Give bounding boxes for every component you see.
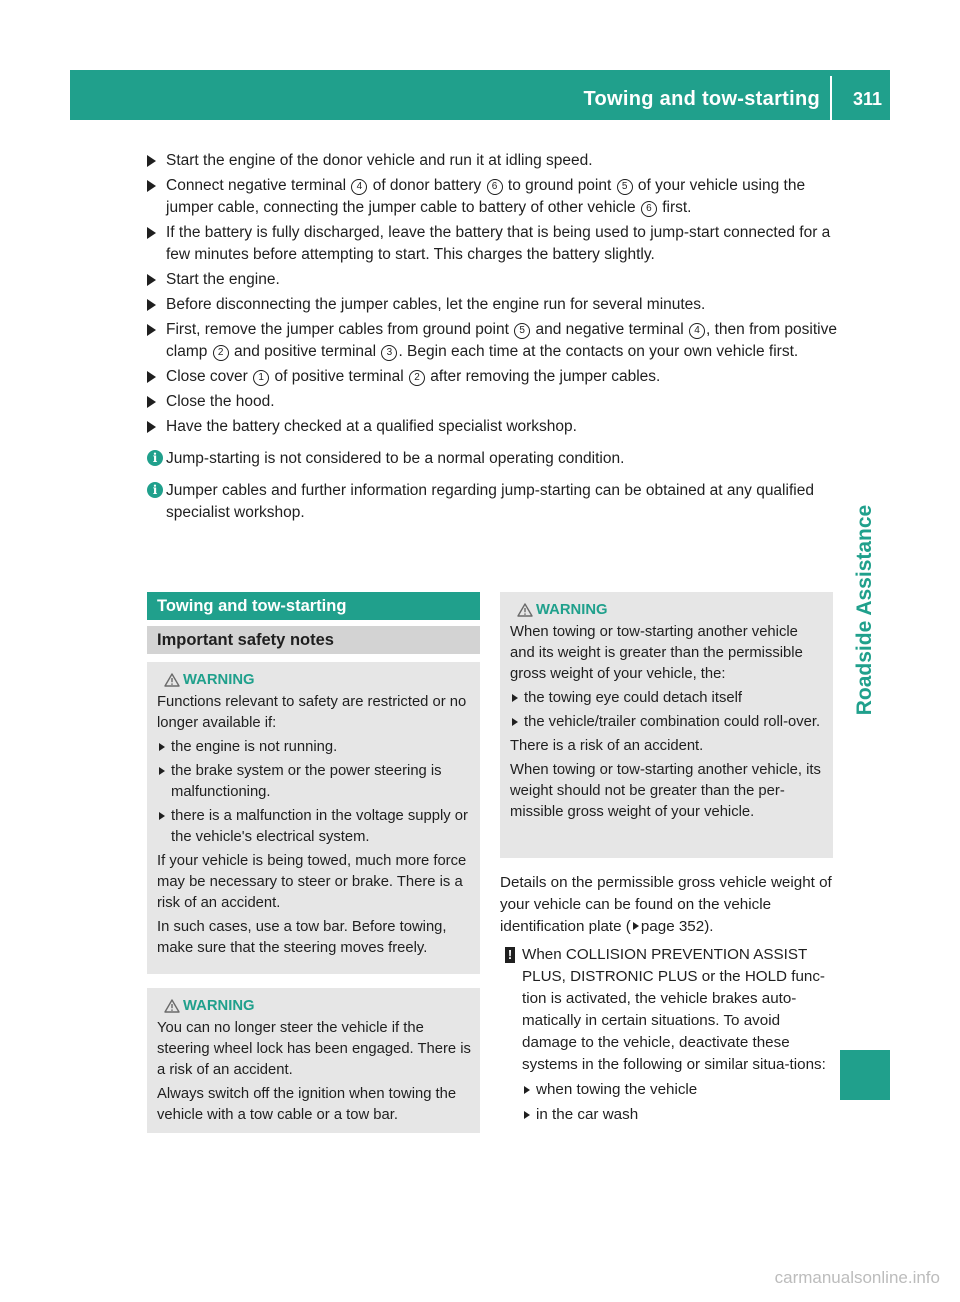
exclamation-icon: ! [505, 947, 515, 963]
callout-number: 1 [253, 370, 269, 386]
callout-number: 2 [409, 370, 425, 386]
header-divider [830, 76, 832, 120]
step-arrow-icon [147, 371, 156, 383]
step-arrow-icon [147, 324, 156, 336]
instruction-step: Before disconnecting the jumper cables, let the engine run for several minutes. [147, 294, 837, 316]
page-header [70, 70, 890, 120]
page-number: 311 [852, 89, 882, 109]
callout-number: 2 [213, 345, 229, 361]
caution-bullet: when towing the vehicle [522, 1079, 837, 1101]
caution-bullet: in the car wash [522, 1104, 837, 1126]
warning-box-safety [147, 662, 480, 974]
instruction-step: Close the hood. [147, 391, 837, 413]
warning-heading: WARNING [157, 668, 472, 690]
warning-bullet: the vehicle/trailer combination could roll-over. [510, 712, 825, 733]
info-text: Jump-starting is not considered to be a normal operating condition. [166, 450, 625, 467]
warning-text: Functions relevant to safety are restricted or no longer available if: [157, 694, 467, 731]
warning-bullet: the brake system or the power steering is malfunctioning. [157, 761, 472, 803]
warning-triangle-icon [517, 603, 533, 617]
warning-heading: WARNING [510, 598, 825, 620]
warning-bullet: the towing eye could detach itself [510, 688, 825, 709]
callout-number: 6 [487, 179, 503, 195]
side-tab-marker [840, 1050, 890, 1100]
step-arrow-icon [147, 180, 156, 192]
warning-text: In such cases, use a tow bar. Before towing, make sure that the steering moves freely. [157, 919, 447, 956]
step-arrow-icon [147, 299, 156, 311]
instruction-step: Start the engine of the donor vehicle and run it at idling speed. [147, 150, 837, 172]
callout-number: 5 [617, 179, 633, 195]
warning-text: You can no longer steer the vehicle if the steering wheel lock has been engaged. There is a risk of an accident. [157, 1020, 471, 1078]
step-list [147, 150, 837, 438]
caution-note [500, 944, 837, 1126]
page-ref-arrow-icon [633, 922, 639, 930]
header-title: Towing and tow-starting [583, 88, 820, 110]
section-title: Towing and tow-starting [147, 592, 480, 620]
jump-start-steps [147, 150, 837, 524]
right-column-text [500, 872, 837, 1129]
page-reference-link[interactable]: page 352 [640, 918, 705, 935]
callout-number: 4 [689, 323, 705, 339]
instruction-step: Close cover 1 of positive terminal 2 after removing the jumper cables. [147, 366, 837, 388]
callout-number: 5 [514, 323, 530, 339]
warning-text: When towing or tow-starting another vehicle, its weight should not be greater than the per-missible gross weight of your vehicle. [510, 762, 821, 820]
info-note [147, 448, 837, 470]
instruction-step: Have the battery checked at a qualified specialist workshop. [147, 416, 837, 438]
info-text: Jumper cables and further information regarding jump-starting can be obtained at any qualified specialist workshop. [166, 482, 814, 521]
warning-triangle-icon [164, 673, 180, 687]
side-tab-label: Roadside Assistance [853, 504, 876, 716]
instruction-step: Connect negative terminal 4 of donor battery 6 to ground point 5 of your vehicle using the jumper cable, connecting the jumper cable to battery of other vehicle 6 first. [147, 175, 837, 219]
warning-text: When towing or tow-starting another vehicle and its weight is greater than the permissible gross weight of your vehicle, the: [510, 624, 803, 682]
callout-number: 3 [381, 345, 397, 361]
step-arrow-icon [147, 155, 156, 167]
step-arrow-icon [147, 227, 156, 239]
warning-heading: WARNING [157, 994, 472, 1016]
warning-text: Always switch off the ignition when towing the vehicle with a tow cable or a tow bar. [157, 1086, 457, 1123]
details-paragraph: Details on the permissible gross vehicle weight of your vehicle can be found on the vehicle identification plate ( page 352). [500, 874, 832, 935]
warning-box-towing-weight [500, 592, 833, 858]
instruction-step: First, remove the jumper cables from ground point 5 and negative terminal 4 , then from positive clamp 2 and positive terminal 3 . Begin each time at the contacts on your own vehicle first. [147, 319, 837, 363]
instruction-step: Start the engine. [147, 269, 837, 291]
watermark: carmanualsonline.info [774, 1268, 940, 1287]
info-icon: i [147, 482, 163, 498]
warning-triangle-icon [164, 999, 180, 1013]
info-icon: i [147, 450, 163, 466]
instruction-step: If the battery is fully discharged, leave the battery that is being used to jump-start connected for a few minutes before attempting to start. This charges the battery slightly. [147, 222, 837, 266]
caution-text: When COLLISION PREVENTION ASSIST PLUS, DISTRONIC PLUS or the HOLD func-tion is activated, the vehicle brakes auto-matically in certain situations. To avoid damage to the vehicle, deactivate these systems in the following or similar situa-tions: [522, 946, 826, 1073]
step-arrow-icon [147, 421, 156, 433]
warning-bullet: there is a malfunction in the voltage supply or the vehicle's electrical system. [157, 806, 472, 848]
callout-number: 6 [641, 201, 657, 217]
warning-text: If your vehicle is being towed, much more force may be necessary to steer or brake. There is a risk of an accident. [157, 853, 467, 911]
callout-number: 4 [351, 179, 367, 195]
warning-text: There is a risk of an accident. [510, 738, 704, 754]
step-arrow-icon [147, 396, 156, 408]
warning-box-steering-lock [147, 988, 480, 1133]
step-arrow-icon [147, 274, 156, 286]
info-note [147, 480, 837, 524]
warning-bullet: the engine is not running. [157, 737, 472, 758]
subsection-title: Important safety notes [147, 626, 480, 654]
